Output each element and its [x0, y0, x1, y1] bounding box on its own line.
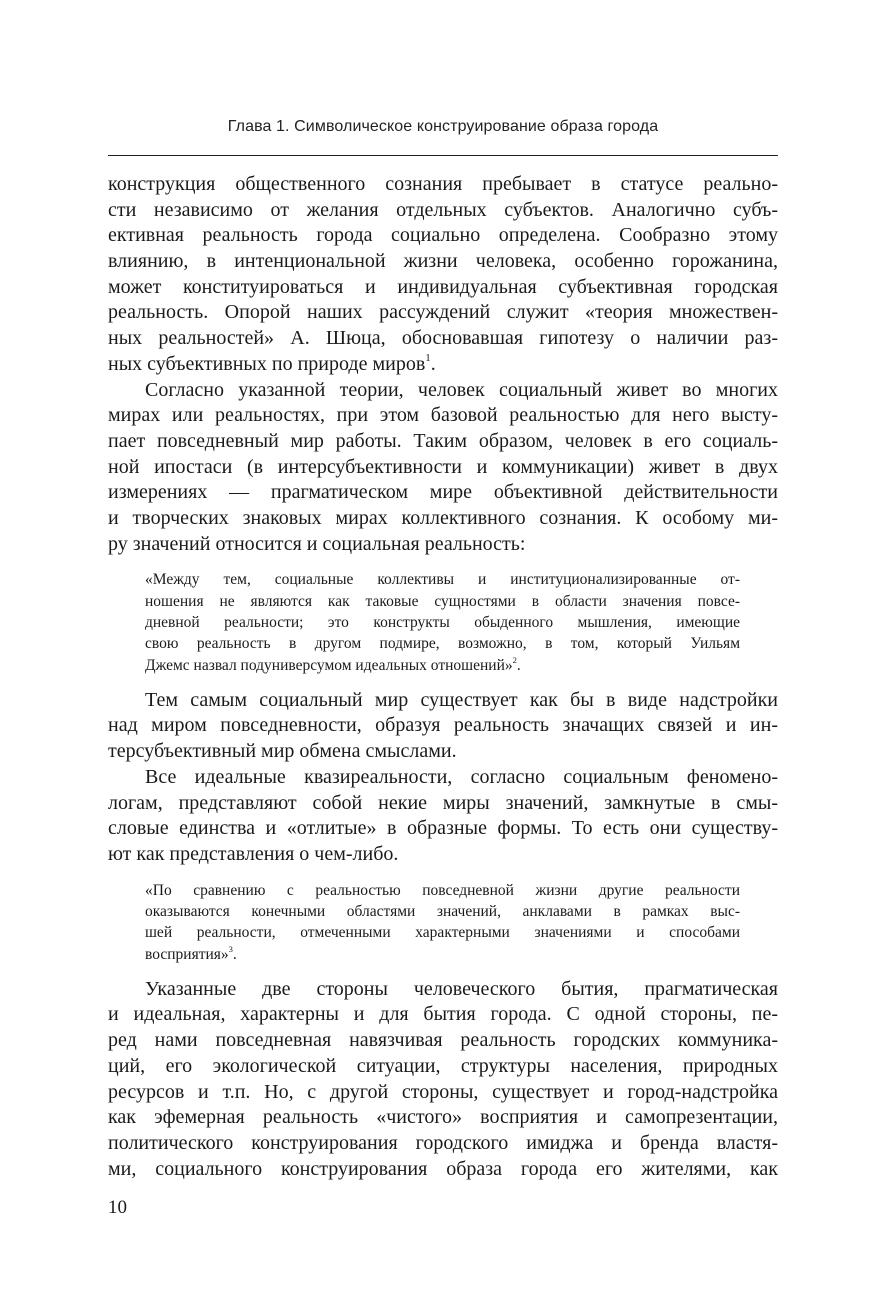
quote-line: шей реальности, отмеченными характерными значениями и способами — [145, 924, 740, 942]
text-line: сти независимо от желания отдельных субъектов. Аналогично субъ- — [108, 198, 778, 221]
quote-line: дневной реальности; это конструкты обыденного мышления, имеющие — [145, 613, 740, 631]
text-line: влиянию, в интенциональной жизни человека, особенно горожанина, — [108, 250, 778, 273]
text-line: конструкция общественного сознания пребывает в статусе реально- — [108, 173, 778, 195]
paragraph-5 — [108, 977, 778, 1183]
quote-line-content: восприятия» — [145, 945, 229, 963]
text-line — [108, 352, 778, 378]
text-line-content: ных субъективных по природе миров — [108, 352, 426, 375]
paragraph-4 — [108, 765, 778, 868]
paragraph-1 — [108, 172, 778, 378]
header-rule — [108, 155, 778, 156]
block-quote-1 — [145, 569, 740, 675]
text-line: может конституироваться и индивидуальная субъективная городская — [108, 275, 778, 298]
quote-line: оказываются конечными областями значений, анклавами в рамках выс- — [145, 902, 740, 920]
quote-line: ношения не являются как таковые сущностями в области значения повсе- — [145, 592, 740, 610]
text-line: Указанные две стороны человеческого бытия, прагматическая — [145, 977, 778, 1000]
text-line: ют как представления о чем-либо. — [108, 842, 399, 865]
quote-line: свою реальность в другом подмире, возможно, в том, который Уильям — [145, 635, 740, 653]
quote-line — [145, 944, 740, 965]
text-line: ций, его экологической ситуации, структуры населения, природных — [108, 1054, 778, 1077]
punctuation: . — [232, 945, 237, 963]
text-line: терсубъективный мир обмена смыслами. — [108, 740, 457, 763]
paragraph-3 — [108, 688, 778, 765]
text-line: ми, социального конструирования образа города его жителями, как — [108, 1157, 778, 1180]
text-line: как эфемерная реальность «чистого» восприятия и самопрезентации, — [108, 1106, 778, 1129]
text-line: ред нами повседневная навязчивая реальность городских коммуника- — [108, 1029, 778, 1052]
quote-line — [145, 655, 740, 676]
text-line: ресурсов и т.п. Но, с другой стороны, существует и город-надстройка — [108, 1080, 778, 1103]
text-line: ной ипостаси (в интерсубъективности и коммуникации) живет в двух — [108, 455, 778, 478]
text-line: Согласно указанной теории, человек социальный живет во многих — [145, 378, 778, 401]
quote-line: «По сравнению с реальностью повседневной жизни другие реальности — [145, 881, 740, 899]
text-line: Тем самым социальный мир существует как бы в виде надстройки — [145, 688, 778, 711]
text-line: и идеальная, характерны и для бытия города. С одной стороны, пе- — [108, 1003, 778, 1026]
page-number: 10 — [108, 1197, 127, 1218]
quote-line-content: Джемс назвал подуниверсумом идеальных отношений» — [145, 656, 513, 674]
footnote-ref-3[interactable]: 3 — [228, 943, 233, 954]
text-line: ективная реальность города социально определена. Сообразно этому — [108, 224, 778, 247]
text-line: мирах или реальностях, при этом базовой реальностью для него высту- — [108, 404, 778, 427]
page-body — [108, 172, 778, 1182]
block-quote-2 — [145, 880, 740, 965]
text-line: над миром повседневности, образуя реальность значащих связей и ин- — [108, 714, 778, 737]
text-line: измерениях — прагматическом мире объективной действительности — [108, 481, 778, 504]
text-line: и творческих знаковых мирах коллективного сознания. К особому ми- — [108, 506, 778, 529]
running-head: Глава 1. Символическое конструирование образа города — [227, 118, 659, 135]
text-line: логам, представляют собой некие миры значений, замкнутые в смы- — [108, 791, 778, 814]
text-line: словые единства и «отлитые» в образные формы. То есть они существу- — [108, 817, 778, 840]
text-line: пает повседневный мир работы. Таким образом, человек в его социаль- — [108, 429, 778, 452]
paragraph-2 — [108, 378, 778, 558]
text-line: ных реальностей» А. Шюца, обосновавшая гипотезу о наличии раз- — [108, 327, 778, 350]
footnote-ref-1[interactable]: 1 — [425, 352, 431, 365]
text-line: Все идеальные квазиреальности, согласно социальным феномено- — [145, 765, 778, 788]
punctuation: . — [516, 656, 521, 674]
punctuation: . — [430, 352, 436, 375]
quote-line: «Между тем, социальные коллективы и институционализированные от- — [145, 571, 740, 589]
text-line: политического конструирования городского имиджа и бренда властя- — [108, 1131, 778, 1154]
footnote-ref-2[interactable]: 2 — [512, 654, 517, 665]
text-line: ру значений относится и социальная реальность: — [108, 532, 526, 555]
text-line: реальность. Опорой наших рассуждений служит «теория множествен- — [108, 301, 778, 324]
